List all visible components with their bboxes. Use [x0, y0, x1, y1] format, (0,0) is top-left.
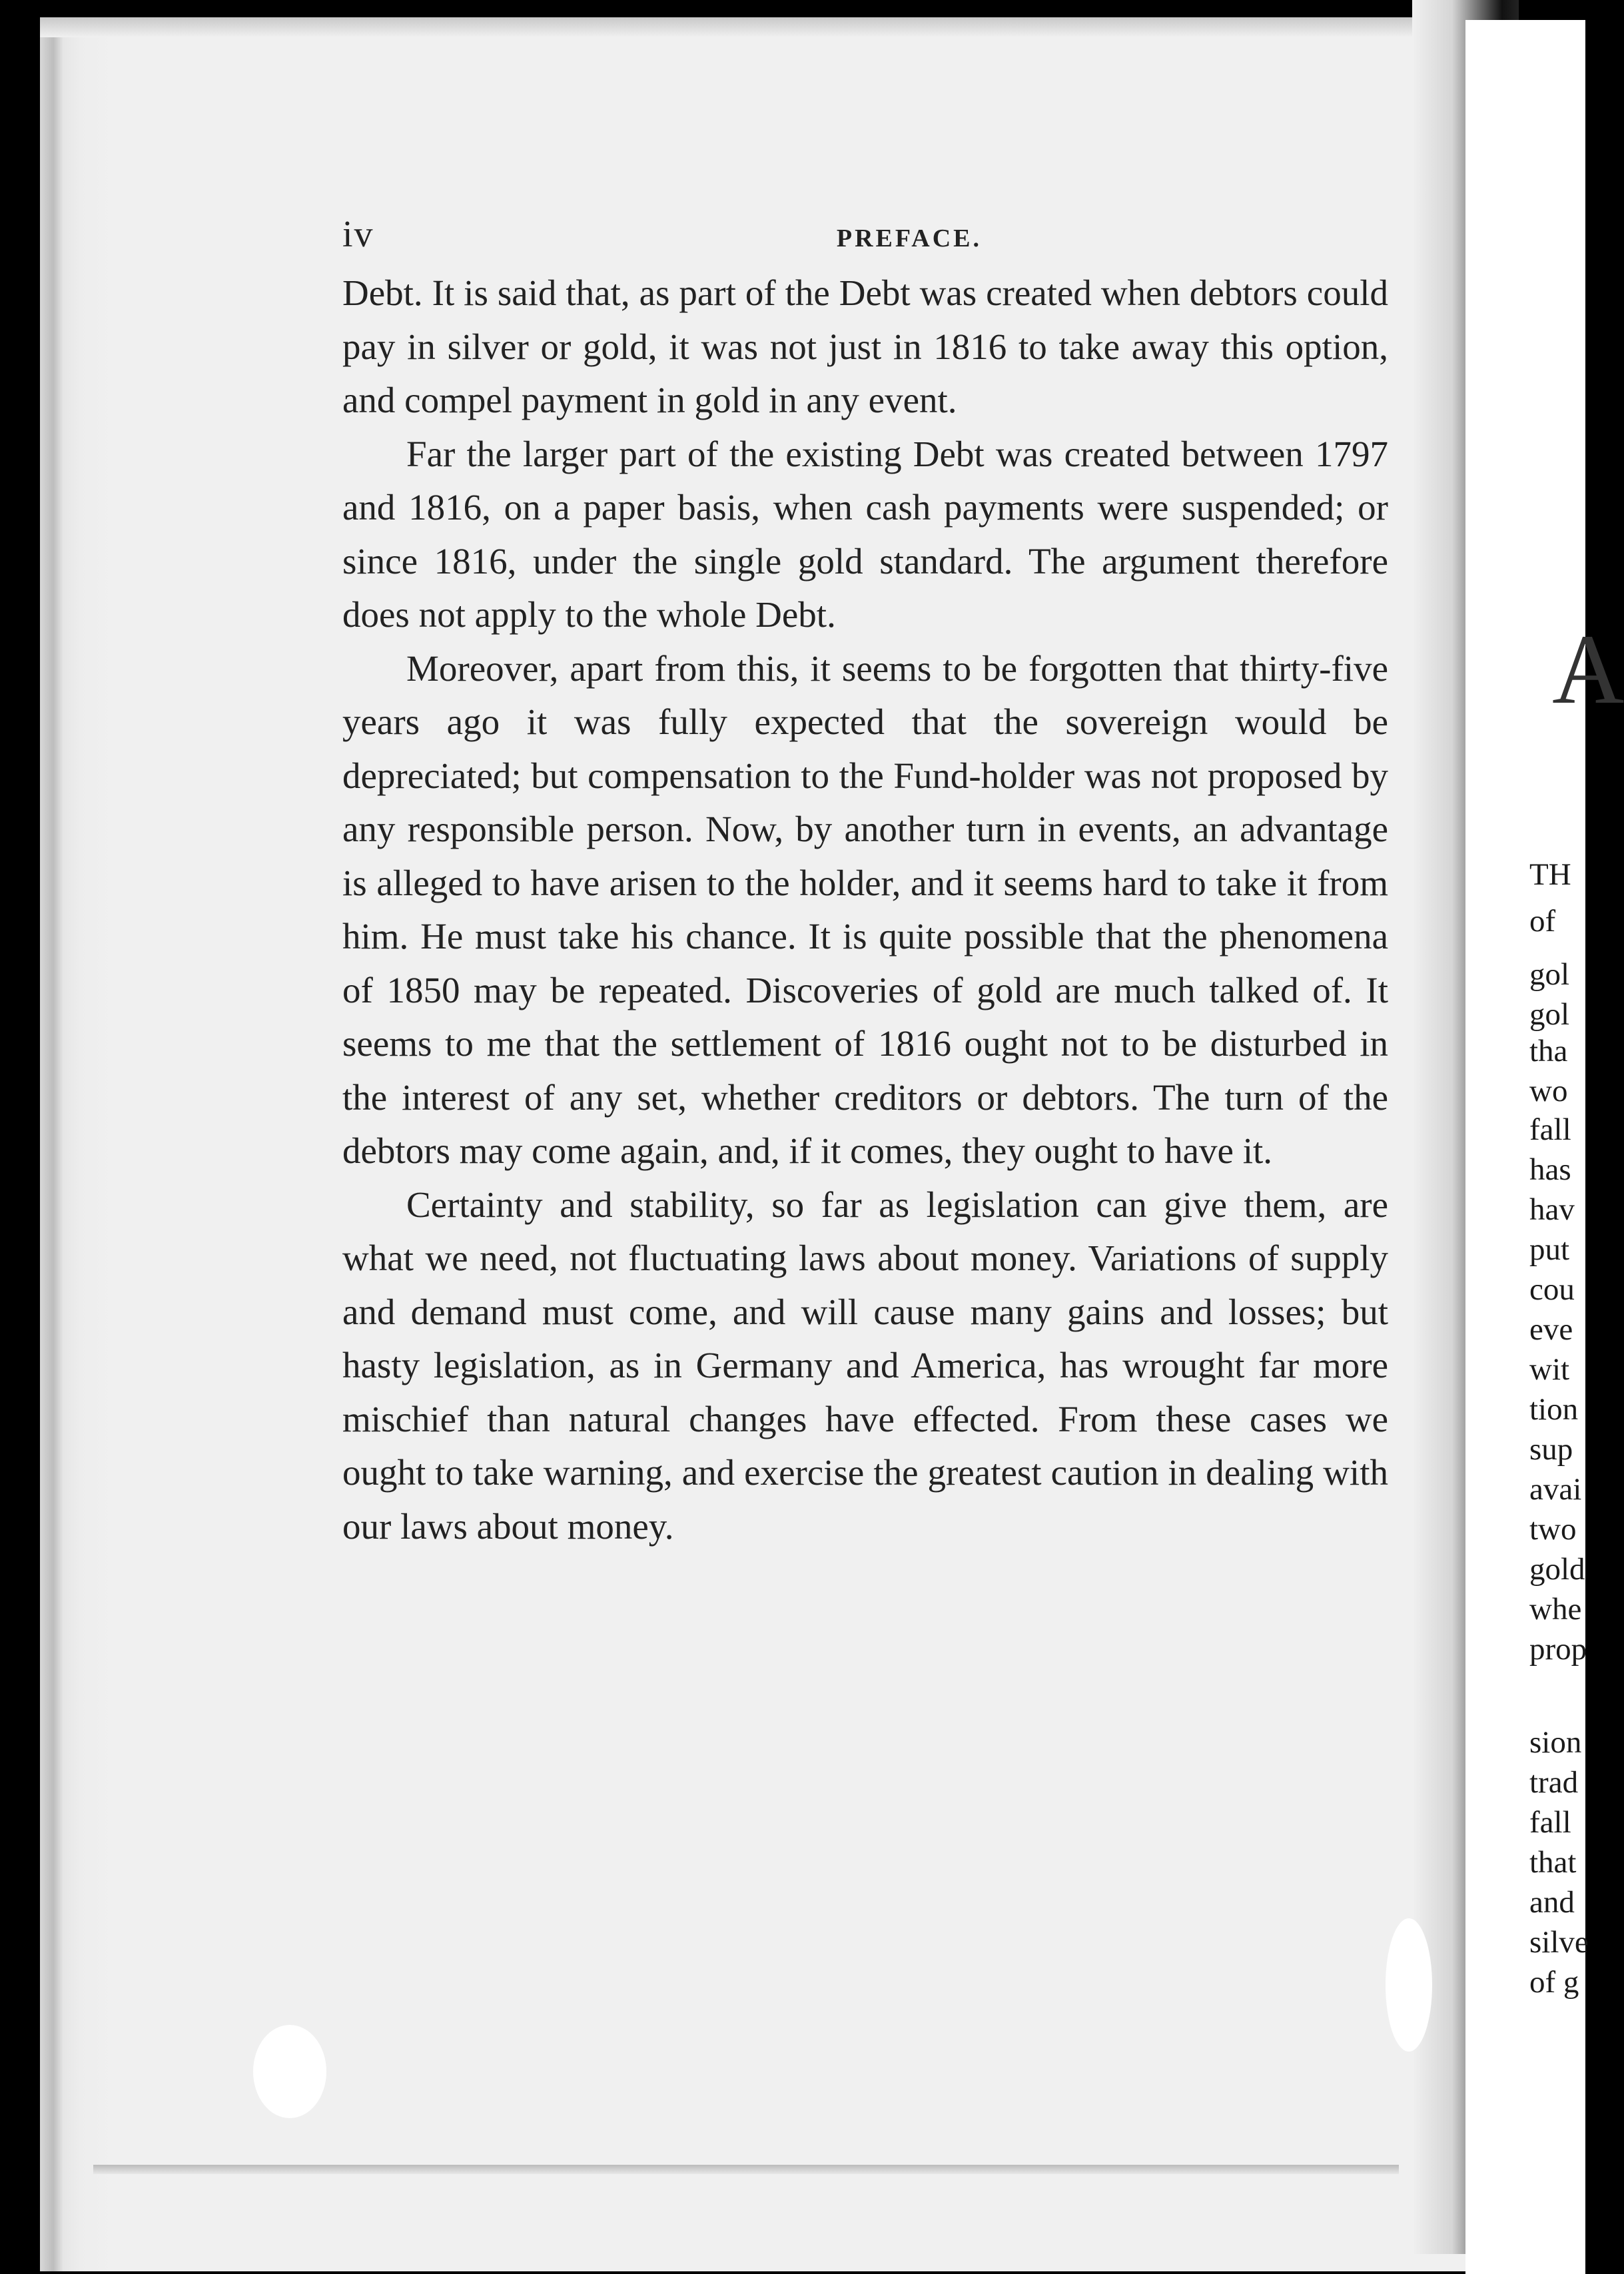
top-edge-shadow — [40, 17, 1472, 37]
page-text — [342, 213, 1388, 1553]
facing-page-fragment: tha — [1529, 1034, 1568, 1068]
facing-page-fragment: trad — [1529, 1765, 1579, 1800]
facing-page-fragment: sion — [1529, 1725, 1582, 1760]
paper-blemish — [253, 2025, 326, 2118]
facing-page-fragment: wit — [1529, 1352, 1570, 1387]
facing-page-fragment: cou — [1529, 1272, 1575, 1307]
facing-page-fragment: gol — [1529, 997, 1570, 1032]
facing-page-fragment: of g — [1529, 1965, 1579, 2000]
facing-page-fragment: silve — [1529, 1925, 1589, 1960]
facing-page-fragment: avai — [1529, 1472, 1582, 1507]
page-header — [342, 213, 982, 266]
facing-page-fragment: gold — [1529, 1552, 1585, 1587]
facing-page-fragment: hav — [1529, 1192, 1575, 1227]
paper-blemish — [1386, 1918, 1432, 2052]
facing-page-fragment: gol — [1529, 957, 1570, 992]
facing-page-fragment: two — [1529, 1512, 1577, 1547]
facing-page-fragment: sup — [1529, 1432, 1573, 1467]
facing-page-fragment: wo — [1529, 1074, 1568, 1108]
running-head: PREFACE. — [836, 224, 982, 252]
facing-page-fragment: prop — [1529, 1632, 1587, 1667]
paragraph: Far the larger part of the existing Debt was created between 1797 and 1816, on a paper basis, when cash payments were suspended; or since 1816, under the single gold standard. The argument therefore does not apply to the whole Debt. — [342, 433, 1388, 635]
facing-page-fragment: tion — [1529, 1392, 1579, 1427]
facing-page-fragment: eve — [1529, 1312, 1573, 1347]
facing-page-fragment: fall — [1529, 1112, 1571, 1147]
paragraph: Moreover, apart from this, it seems to be forgotten that thirty-five years ago it was fully expected that the sovereign would be depreciated; but compensation to the Fund-holder was not proposed by any responsible person. Now, by another turn in events, an advantage is alleged to have arisen to the holder, and it seems hard to take it from him. He must take his chance. It is quite possible that the phenomena of 1850 may be repeated. Discoveries of gold are much talked of. It seems to me that the settlement of 1816 ought not to be disturbed in the interest of any set, whether creditors or debtors. The turn of the debtors may come again, and, if it comes, they ought to have it. — [342, 647, 1388, 1171]
facing-page-fragment: and — [1529, 1885, 1575, 1920]
bottom-fold-shadow — [93, 2165, 1399, 2174]
facing-page-fragment: TH — [1529, 857, 1571, 892]
facing-page-fragment: of — [1529, 904, 1556, 939]
facing-page-fragment: put — [1529, 1232, 1570, 1267]
page-edge-shadow — [40, 17, 113, 2271]
facing-page-fragment: has — [1529, 1152, 1571, 1187]
facing-page-initial: A — [1552, 614, 1624, 725]
paragraph: Debt. It is said that, as part of the Debt was created when debtors could pay in silver or gold, it was not just in 1816 to take away this option, and compel payment in gold in any event. — [342, 272, 1388, 420]
facing-page-fragment: that — [1529, 1845, 1577, 1880]
paragraph: Certainty and stability, so far as legislation can give them, are what we need, not fluctuating laws about money. Variations of supply and demand must come, and will cause many gains and losses; but hasty legislation, as in Germany and America, has wrought far more mischief than natural changes have effected. From these cases we ought to take warning, and exercise the greatest caution in dealing with our laws about money. — [342, 1184, 1388, 1547]
facing-page-fragment: whe — [1529, 1592, 1582, 1627]
facing-page-fragment: fall — [1529, 1805, 1571, 1840]
page-number: iv — [342, 214, 374, 255]
